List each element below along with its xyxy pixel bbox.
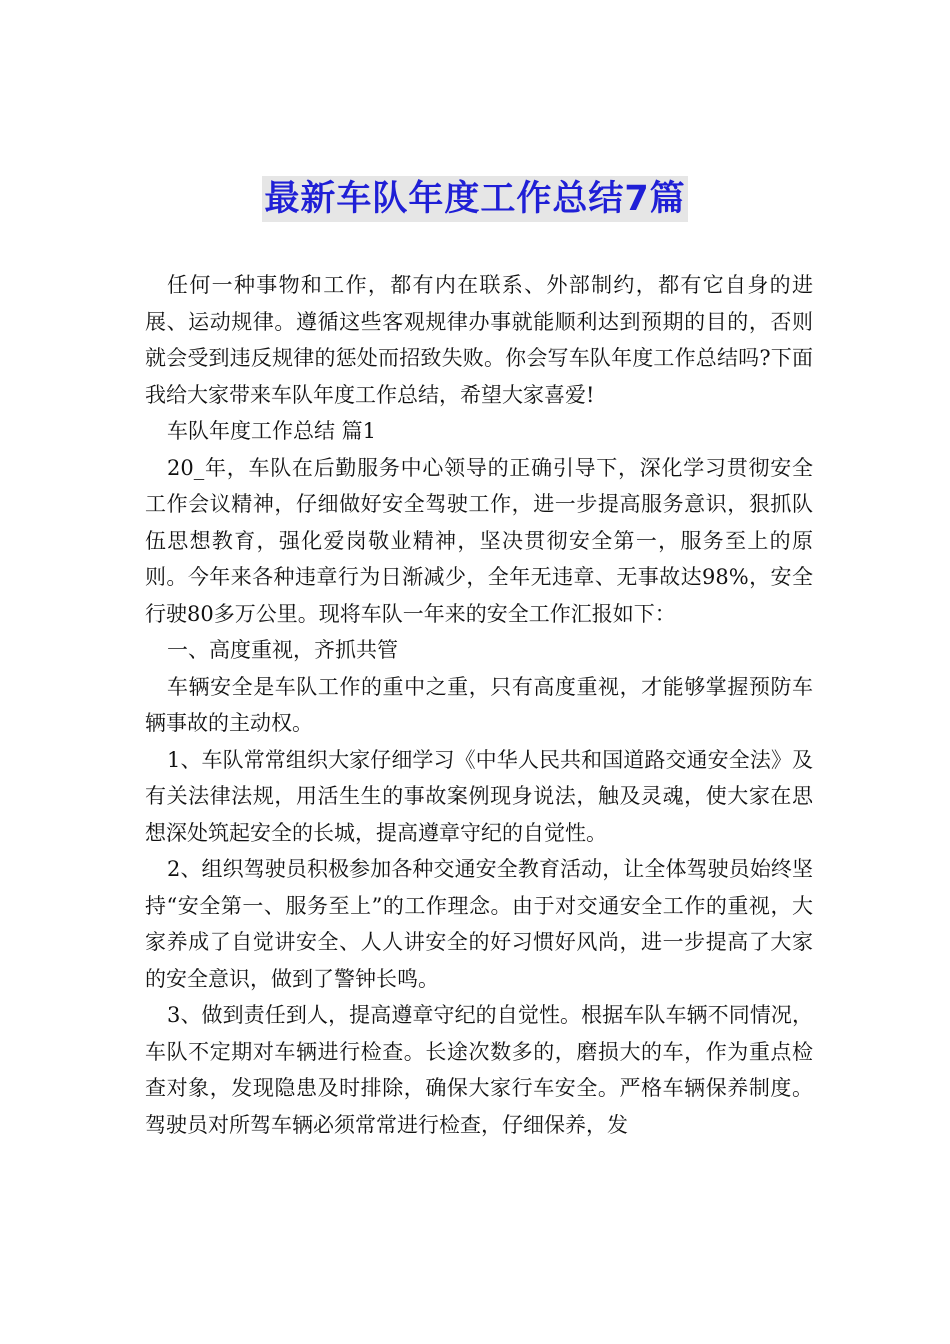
list-item-paragraph: 1、车队常常组织大家仔细学习《中华人民共和国道路交通安全法》及有关法律法规，用活生生的事故案例现身说法，触及灵魂，使大家在思想深处筑起安全的长城，提高遵章守纪的自觉性。 [145, 747, 813, 845]
intro-paragraph: 任何一种事物和工作，都有内在联系、外部制约，都有它自身的进展、运动规律。遵循这些客观规律办事就能顺利达到预期的目的，否则就会受到违反规律的惩处而招致失败。你会写车队年度工作总结吗?下面我给大家带来车队年度工作总结，希望大家喜爱! [145, 273, 813, 407]
body-paragraph: 20_年，车队在后勤服务中心领导的正确引导下，深化学习贯彻安全工作会议精神，仔细做好安全驾驶工作，进一步提高服务意识，狠抓队伍思想教育，强化爱岗敬业精神，坚决贯彻安全第一，服务至上的原则。今年来各种违章行为日渐减少，全年无违章、无事故达98%，安全行驶80多万公里。现将车队一年来的安全工作汇报如下： [145, 455, 813, 626]
body-paragraph: 车辆安全是车队工作的重中之重，只有高度重视，才能够掌握预防车辆事故的主动权。 [145, 674, 813, 735]
list-item-paragraph: 2、组织驾驶员积极参加各种交通安全教育活动，让全体驾驶员始终坚持“安全第一、服务至上”的工作理念。由于对交通安全工作的重视，大家养成了自觉讲安全、人人讲安全的好习惯好风尚，进一步提高了大家的安全意识，做到了警钟长鸣。 [145, 857, 813, 991]
document-title: 最新车队年度工作总结7篇 [262, 176, 687, 222]
list-item-paragraph: 3、做到责任到人，提高遵章守纪的自觉性。根据车队车辆不同情况，车队不定期对车辆进行检查。长途次数多的，磨损大的车，作为重点检查对象，发现隐患及时排除，确保大家行车安全。严格车辆保养制度。驾驶员对所驾车辆必须常常进行检查，仔细保养，发 [145, 1003, 813, 1137]
subsection-heading: 一、高度重视，齐抓共管 [167, 638, 398, 662]
title-container [0, 176, 950, 222]
document-body [145, 267, 813, 1143]
section-heading: 车队年度工作总结 篇1 [167, 419, 377, 443]
